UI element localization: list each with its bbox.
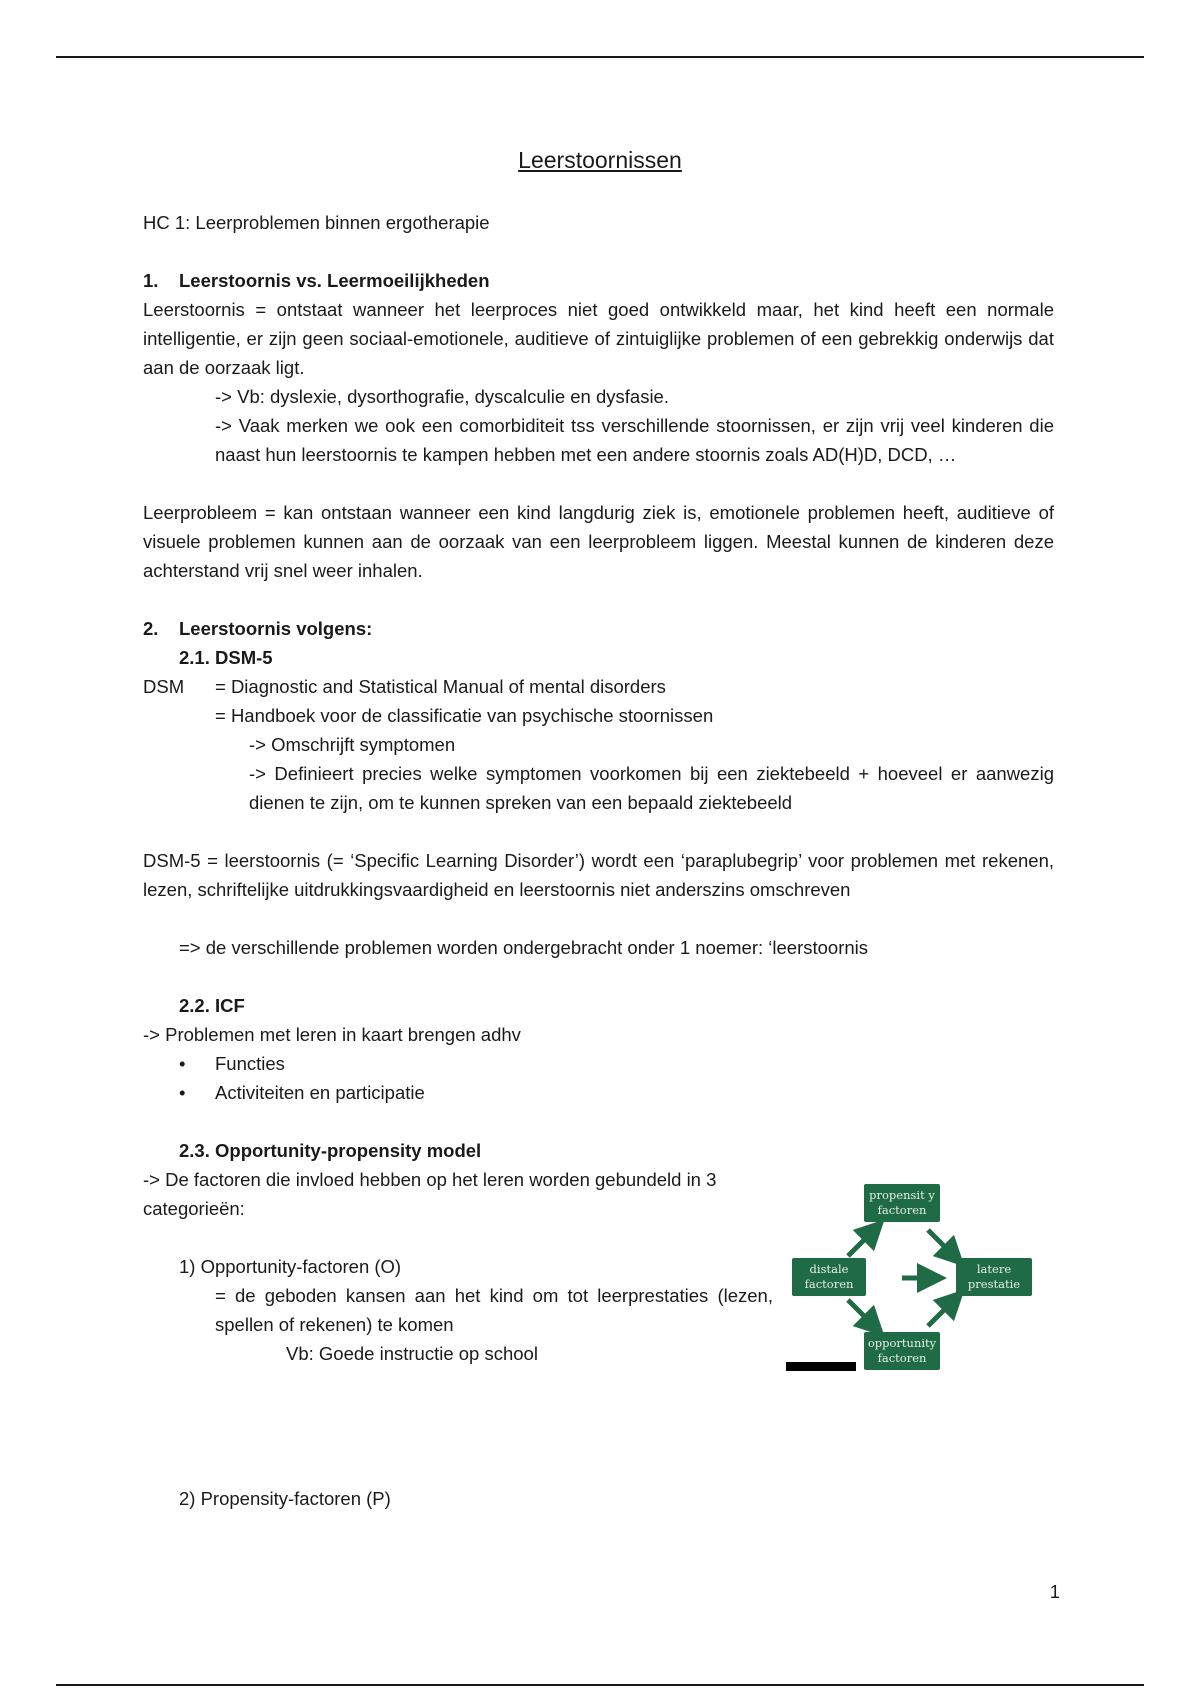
footer-rule (56, 1684, 1144, 1686)
opm-item-1-definition: = de geboden kansen aan het kind om tot leerprestaties (lezen, spellen of rekenen) te komen (215, 1285, 773, 1335)
arrow-distal-to-propensity (848, 1230, 874, 1256)
subsection-icf-heading: 2.2. ICF (179, 995, 245, 1016)
opm-item-1-example: Vb: Goede instructie op school (286, 1343, 538, 1364)
opportunity-factors-box: opportunity factoren (864, 1332, 940, 1370)
section-1-title: Leerstoornis vs. Leermoeilijkheden (179, 270, 490, 291)
opportunity-propensity-diagram (788, 1178, 1056, 1378)
arrow-distal-to-opportunity (848, 1300, 874, 1326)
page-number: 1 (1049, 1581, 1060, 1602)
subsection-opm-heading: 2.3. Opportunity-propensity model (179, 1140, 482, 1161)
section-2-number: 2. (143, 618, 159, 639)
later-performance-box: latere prestatie (956, 1258, 1032, 1296)
arrow-propensity-to-later (928, 1230, 954, 1256)
list-item: • Activiteiten en participatie (143, 1078, 1054, 1107)
subsection-dsm-heading: 2.1. DSM-5 (179, 647, 273, 668)
section-2-heading (143, 614, 1054, 643)
dsm-arrow-2: -> Definieert precies welke symptomen voorkomen bij een ziektebeeld + hoeveel er aanwezig dienen te zijn, om te kunnen spreken van een bepaald ziektebeeld (249, 763, 1054, 813)
list-item: • Functies (143, 1049, 1054, 1078)
icf-bullet-list (143, 1049, 1054, 1107)
examples-line: -> Vb: dyslexie, dysorthografie, dyscalculie en dysfasie. (215, 386, 669, 407)
opm-item-1-title: 1) Opportunity-factoren (O) (179, 1256, 402, 1277)
course-subtitle: HC 1: Leerproblemen binnen ergotherapie (143, 212, 490, 233)
section-2-title: Leerstoornis volgens: (179, 618, 373, 639)
opm-item-2-title: 2) Propensity-factoren (P) (179, 1488, 391, 1509)
leerprobleem-definition: Leerprobleem = kan ontstaan wanneer een kind langdurig ziek is, emotionele problemen heeft, auditieve of visuele problemen kunnen aan de oorzaak van een leerprobleem liggen. Meestal kunnen de kinderen deze achterstand vrij snel weer inhalen. (143, 502, 1054, 581)
comorbidity-note: -> Vaak merken we ook een comorbiditeit tss verschillende stoornissen, er zijn vrij veel kinderen die naast hun leerstoornis te kampen hebben met een andere stoornis zoals AD(H)D, DCD, … (215, 415, 1054, 465)
opm-intro: -> De factoren die invloed hebben op het leren worden gebundeld in 3 categorieën: (143, 1169, 717, 1219)
redaction-bar (786, 1362, 856, 1371)
section-1-number: 1. (143, 270, 159, 291)
dsm-definition-row (143, 672, 1054, 701)
dsm-label: DSM (143, 676, 185, 697)
distal-factors-box: distale factoren (792, 1258, 866, 1296)
dsm5-definition: DSM-5 = leerstoornis (= ‘Specific Learning Disorder’) wordt een ‘paraplubegrip’ voor problemen met rekenen, lezen, schriftelijke uitdrukkingsvaardigheid en leerstoornis niet anderszins omschreven (143, 850, 1054, 900)
icf-intro: -> Problemen met leren in kaart brengen adhv (143, 1024, 521, 1045)
arrow-opportunity-to-later (928, 1300, 954, 1326)
dsm-line-2: = Handboek voor de classificatie van psychische stoornissen (215, 705, 714, 726)
dsm-arrow-1: -> Omschrijft symptomen (249, 734, 456, 755)
header-rule (56, 56, 1144, 58)
page-title: Leerstoornissen (518, 147, 682, 173)
section-1-heading (143, 266, 1054, 295)
leerstoornis-definition: Leerstoornis = ontstaat wanneer het leerproces niet goed ontwikkeld maar, het kind heeft een normale intelligentie, er zijn geen sociaal-emotionele, auditieve of zintuiglijke problemen of een gebrekkig onderwijs dat aan de oorzaak ligt. (143, 299, 1054, 378)
dsm-conclusion: => de verschillende problemen worden ondergebracht onder 1 noemer: ‘leerstoornis (179, 937, 869, 958)
dsm-line-1: = Diagnostic and Statistical Manual of mental disorders (215, 676, 666, 697)
propensity-factors-box: propensit y factoren (864, 1184, 940, 1222)
